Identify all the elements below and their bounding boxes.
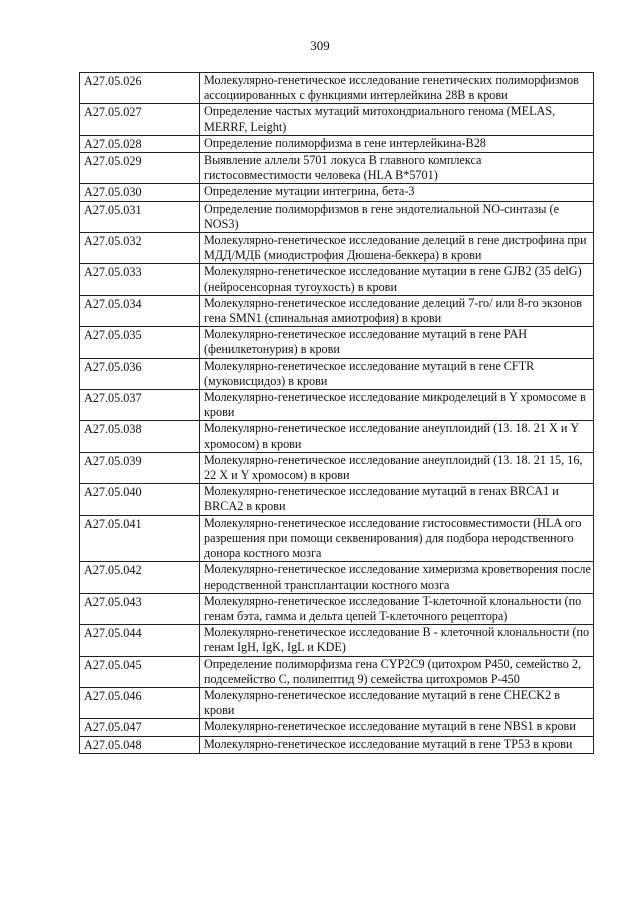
service-description-cell: Молекулярно-генетическое исследование мутаций в гене CHECK2 в крови [200,687,594,718]
service-code-cell: A27.05.031 [80,201,200,232]
service-code-cell: A27.05.027 [80,104,200,135]
service-description-cell: Определение полиморфизма гена CYP2C9 (цитохром P450, семейство 2, подсемейство C, полипептид 9) семейства цитохромов P-450 [200,656,594,687]
table-row [80,233,594,264]
service-code-cell: A27.05.046 [80,687,200,718]
table-row [80,562,594,593]
table-row [80,719,594,736]
service-code-cell: A27.05.026 [80,73,200,104]
service-description-cell: Определение полиморфизмов в гене эндотелиальной NO-синтазы (e NOS3) [200,201,594,232]
service-code-cell: A27.05.037 [80,390,200,421]
service-description-cell: Молекулярно-генетическое исследование мутаций в гене PAH (фенилкетонурия) в крови [200,327,594,358]
service-description-cell: Молекулярно-генетическое исследование анеуплоидий (13. 18. 21 X и Y хромосом) в крови [200,421,594,452]
table-row [80,153,594,184]
service-description-cell: Молекулярно-генетическое исследование мутаций в гене CFTR (муковисцидоз) в крови [200,358,594,389]
service-description-cell: Молекулярно-генетическое исследование делеций в гене дистрофина при МДД/МДБ (миодистрофия Дюшена-беккера) в крови [200,233,594,264]
table-row [80,736,594,753]
table-row [80,452,594,483]
table-row [80,625,594,656]
table-row [80,295,594,326]
service-code-cell: A27.05.047 [80,719,200,736]
table-row [80,484,594,515]
service-code-cell: A27.05.029 [80,153,200,184]
service-code-cell: A27.05.042 [80,562,200,593]
table-row [80,184,594,201]
service-description-cell: Молекулярно-генетическое исследование мутаций в гене NBS1 в крови [200,719,594,736]
service-description-cell: Молекулярно-генетическое исследование генетических полиморфизмов ассоциированных с функциями интерлейкина 28B в крови [200,73,594,104]
service-code-cell: A27.05.038 [80,421,200,452]
table-row [80,201,594,232]
service-code-cell: A27.05.030 [80,184,200,201]
service-description-cell: Молекулярно-генетическое исследование B - клеточной клональности (по генам IgH, IgK, IgL и KDE) [200,625,594,656]
table-row [80,687,594,718]
service-description-cell: Молекулярно-генетическое исследование химеризма кроветворения после неродственной трансплантации костного мозга [200,562,594,593]
service-description-cell: Определение мутации интегрина, бета-3 [200,184,594,201]
service-description-cell: Молекулярно-генетическое исследование T-клеточной клональности (по генам бэта, гамма и дельта цепей T-клеточного рецептора) [200,593,594,624]
service-code-cell: A27.05.041 [80,515,200,562]
service-code-cell: A27.05.035 [80,327,200,358]
service-description-cell: Молекулярно-генетическое исследование анеуплоидий (13. 18. 21 15, 16, 22 X и Y хромосом) в крови [200,452,594,483]
table-row [80,358,594,389]
service-code-cell: A27.05.040 [80,484,200,515]
table-row [80,327,594,358]
service-description-cell: Молекулярно-генетическое исследование микроделеций в Y хромосоме в крови [200,390,594,421]
table-body [80,73,594,754]
service-code-cell: A27.05.028 [80,135,200,152]
service-code-cell: A27.05.033 [80,264,200,295]
table-row [80,104,594,135]
table-row [80,515,594,562]
service-description-cell: Молекулярно-генетическое исследование мутаций в гене TP53 в крови [200,736,594,753]
page-number: 309 [310,38,330,53]
service-code-cell: A27.05.043 [80,593,200,624]
service-code-cell: A27.05.039 [80,452,200,483]
service-description-cell: Молекулярно-генетическое исследование мутации в гене GJB2 (35 delG) (нейросенсорная тугоухость) в крови [200,264,594,295]
service-description-cell: Определение частых мутаций митохондриального генома (MELAS, MERRF, Leight) [200,104,594,135]
service-code-cell: A27.05.036 [80,358,200,389]
service-code-cell: A27.05.044 [80,625,200,656]
service-description-cell: Выявление аллели 5701 локуса B главного комплекса гистосовместимости человека (HLA B*5701) [200,153,594,184]
table-row [80,73,594,104]
service-description-cell: Молекулярно-генетическое исследование мутаций в генах BRCA1 и BRCA2 в крови [200,484,594,515]
service-description-cell: Определение полиморфизма в гене интерлейкина-B28 [200,135,594,152]
service-code-cell: A27.05.048 [80,736,200,753]
table-row [80,390,594,421]
service-code-cell: A27.05.045 [80,656,200,687]
table-row [80,656,594,687]
service-code-cell: A27.05.032 [80,233,200,264]
service-code-table [79,72,594,754]
table-row [80,264,594,295]
table-row [80,593,594,624]
service-description-cell: Молекулярно-генетическое исследование гистосовместимости (HLA ого разрешения при помощи секвенирования) для подбора неродственного донора костного мозга [200,515,594,562]
table-row [80,421,594,452]
service-code-cell: A27.05.034 [80,295,200,326]
table-row [80,135,594,152]
service-description-cell: Молекулярно-генетическое исследование делеций 7-го/ или 8-го экзонов гена SMN1 (спинальная амиотрофия) в крови [200,295,594,326]
